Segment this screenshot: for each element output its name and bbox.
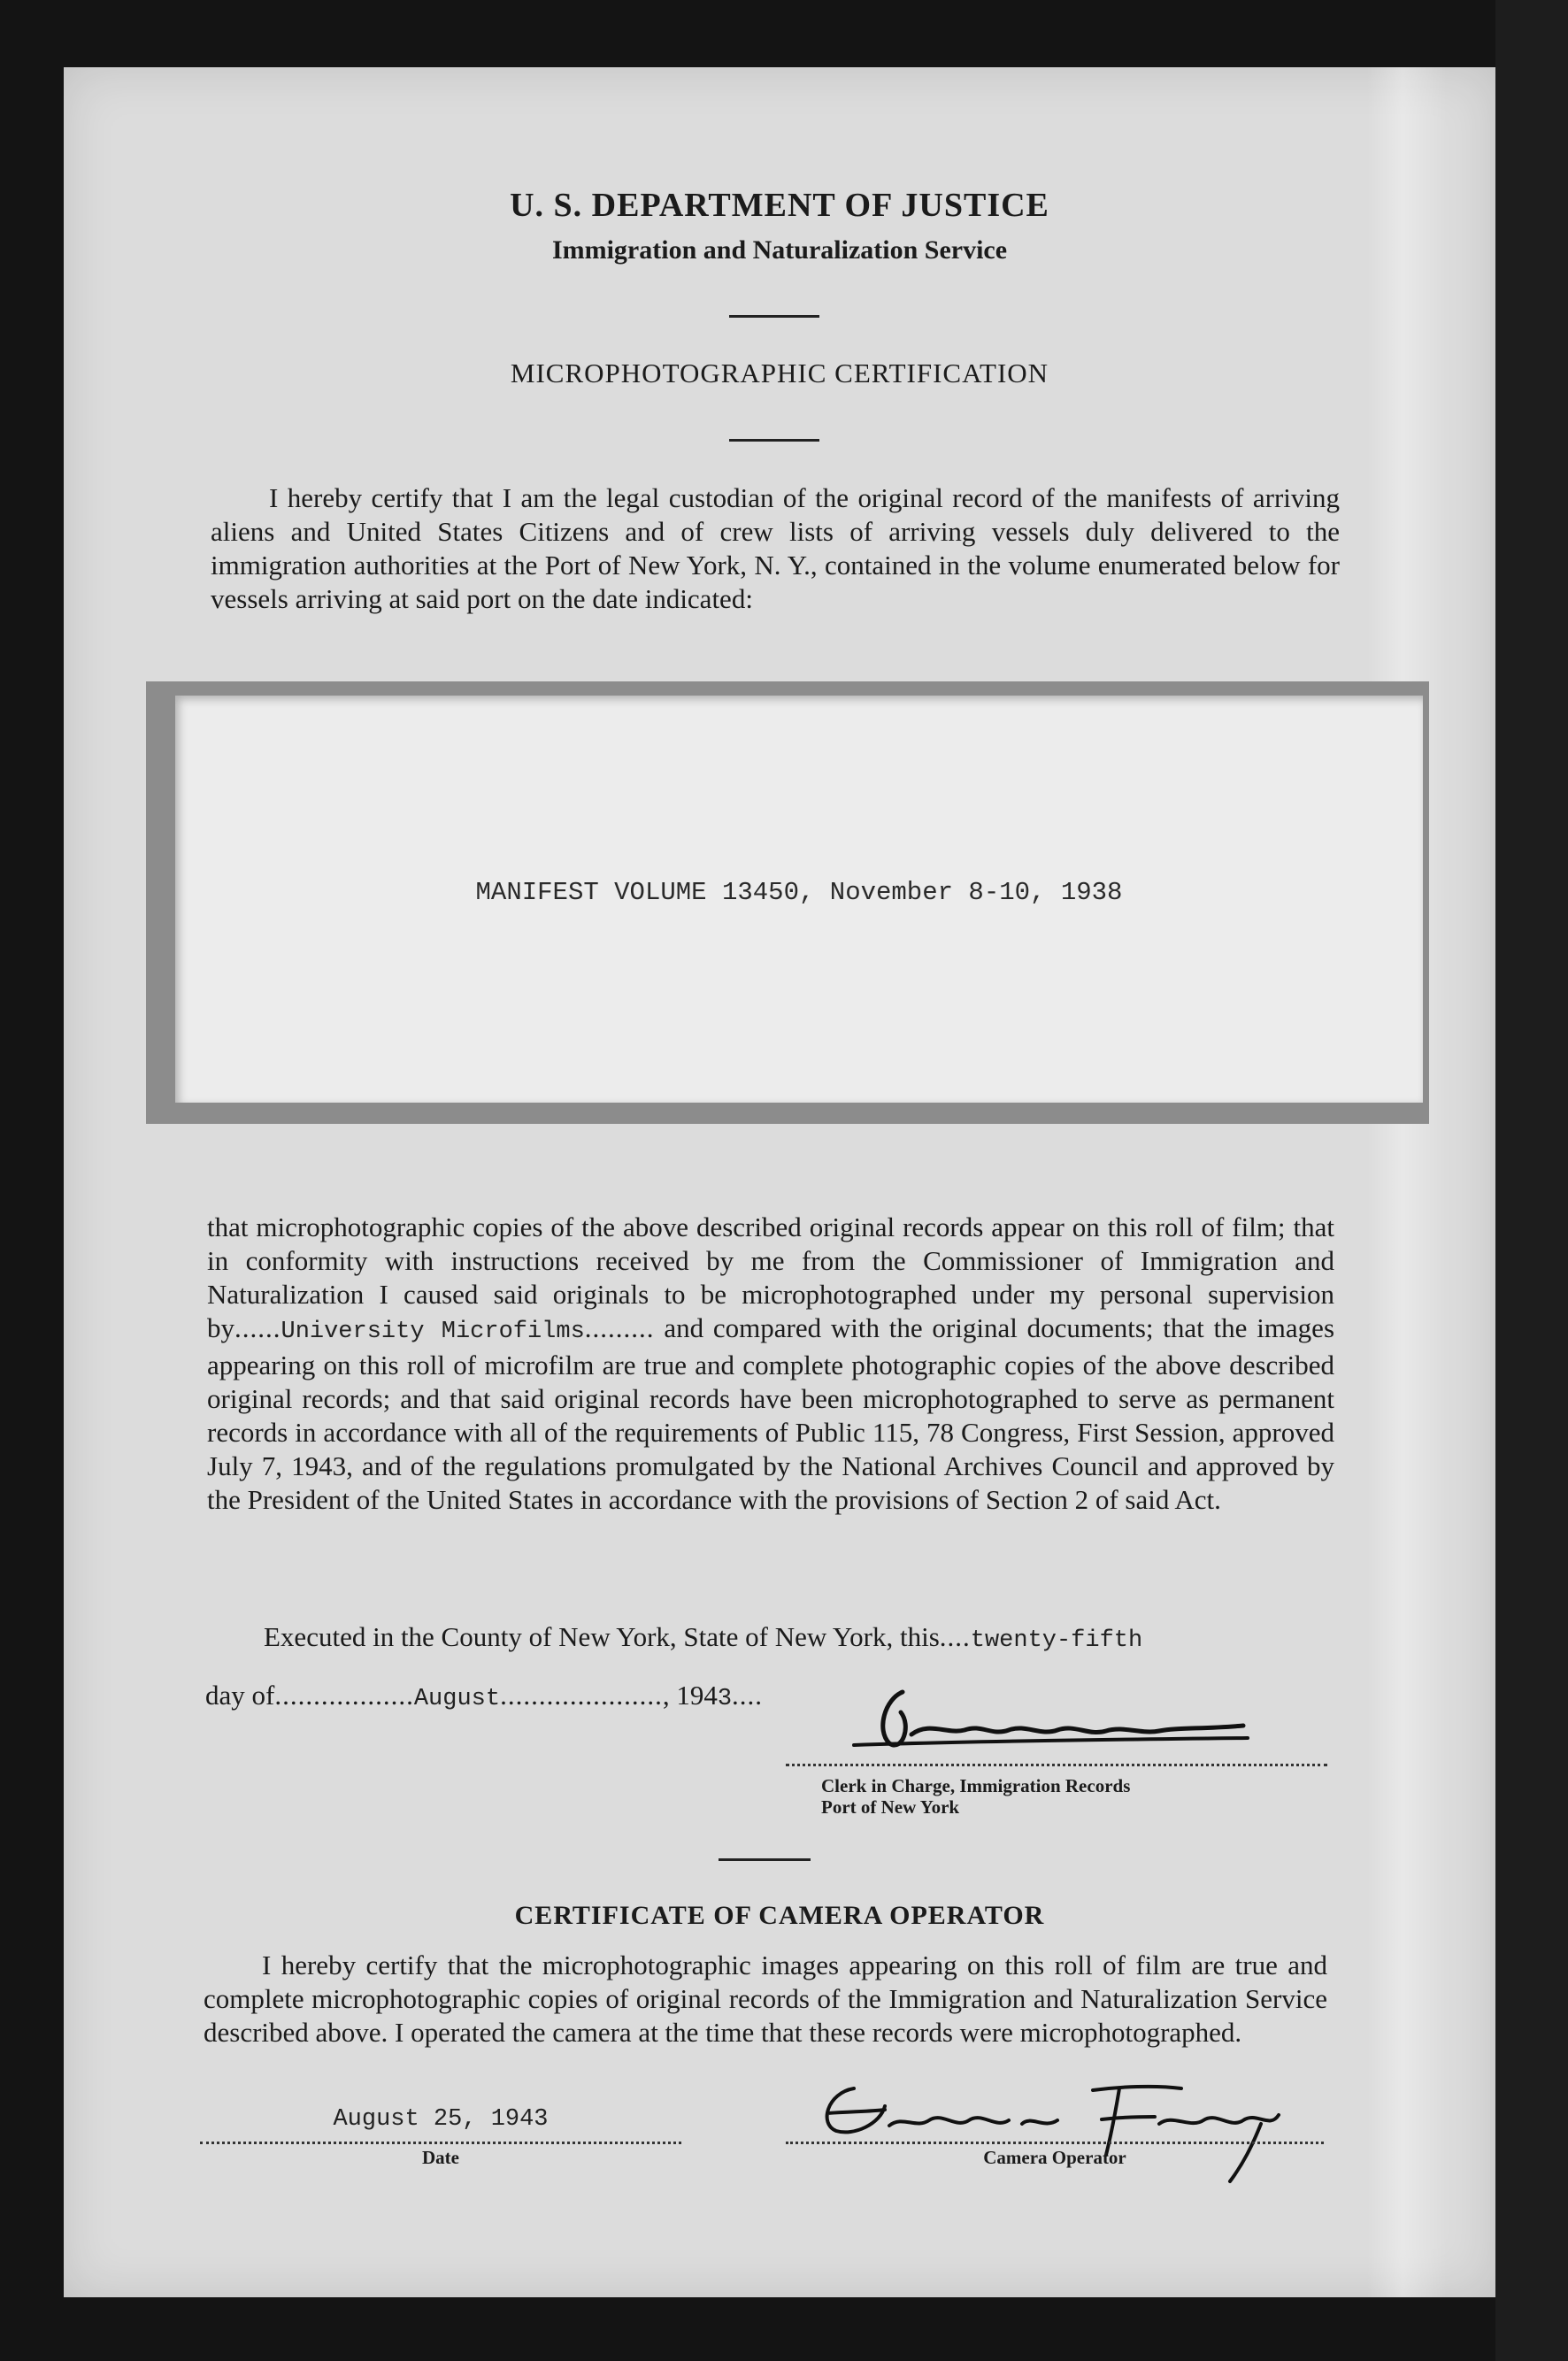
dot-leader: .... — [939, 1621, 971, 1652]
film-streak — [1367, 67, 1447, 2297]
body-paragraph — [207, 1211, 1334, 1517]
camera-date-line — [200, 2142, 681, 2144]
executed-day-value: twenty-fifth — [970, 1627, 1143, 1654]
executed-line — [264, 1621, 1334, 1654]
clerk-signature — [849, 1681, 1257, 1770]
agency-title: U. S. DEPARTMENT OF JUSTICE — [510, 187, 1049, 224]
dot-leader: ...... — [234, 1312, 281, 1343]
camera-operator-signature — [801, 2071, 1296, 2195]
dot-leader: ......... — [584, 1312, 655, 1343]
volume-label: MANIFEST VOLUME 13450, November 8-10, 1938 — [475, 878, 1123, 907]
dot-leader: ..................... — [500, 1680, 663, 1711]
camera-date-label: Date — [422, 2147, 459, 2168]
camera-paragraph: I hereby certify that the microphotographic images appearing on this roll of film are true and complete microphotographic copies of original records of the Immigration and Naturalization Service described above. I operated the camera at the time that these records were microphotographed. — [204, 1950, 1327, 2048]
divider-rule — [729, 315, 819, 318]
camera-operator-label: Camera Operator — [983, 2147, 1126, 2168]
filmed-by-value: University Microfilms — [281, 1319, 585, 1345]
clerk-caption-line2: Port of New York — [821, 1796, 960, 1818]
body-text-part2: and compared with the original documents; that the images appearing on this roll of microfilm are true and complete photographic copies of the above described original records; and that said original records have been microphotographed to serve as permanent records in accordance with all of the requirements of Public 115, 78 Congress, First Session, approved July 7, 1943, and of the regulations promulgated by the National Archives Council and approved by the President of the United States in accordance with the provisions of Section 2 of said Act. — [207, 1312, 1335, 1515]
day-of-line — [205, 1680, 825, 1712]
year-prefix: , 194 — [662, 1680, 718, 1711]
divider-rule — [729, 439, 819, 442]
clerk-caption — [821, 1775, 1130, 1818]
camera-operator-signature-line — [786, 2142, 1324, 2144]
month-value: August — [413, 1686, 501, 1712]
intro-paragraph: I hereby certify that I am the legal custodian of the original record of the manifests of arriving aliens and United States Citizens and of crew lists of arriving vessels duly delivered to the immigration authorities at the Port of New York, N. Y., contained in the volume enumerated below for vessels arriving at said port on the date indicated: — [211, 482, 1340, 614]
dot-leader: .................. — [274, 1680, 414, 1711]
camera-certificate-title: CERTIFICATE OF CAMERA OPERATOR — [514, 1901, 1045, 1930]
year-suffix: 3 — [717, 1686, 733, 1712]
film-edge — [1495, 0, 1568, 2361]
divider-rule — [719, 1858, 811, 1861]
agency-subtitle: Immigration and Naturalization Service — [551, 235, 1008, 265]
clerk-caption-line1: Clerk in Charge, Immigration Records — [821, 1775, 1131, 1796]
day-of-label: day of — [205, 1680, 275, 1711]
dot-leader: .... — [732, 1680, 764, 1711]
camera-date-value: August 25, 1943 — [333, 2106, 549, 2133]
body-text-part1: that microphotographic copies of the above described original records appear on this roll of film; that in conformity with instructions received by me from the Commissioner of Immigration and Naturalization I caused said originals to be microphotographed under my personal supervision by — [207, 1211, 1334, 1343]
clerk-signature-line — [786, 1764, 1327, 1766]
certification-title: MICROPHOTOGRAPHIC CERTIFICATION — [510, 358, 1049, 388]
executed-text: Executed in the County of New York, State of New York, this — [264, 1621, 940, 1652]
